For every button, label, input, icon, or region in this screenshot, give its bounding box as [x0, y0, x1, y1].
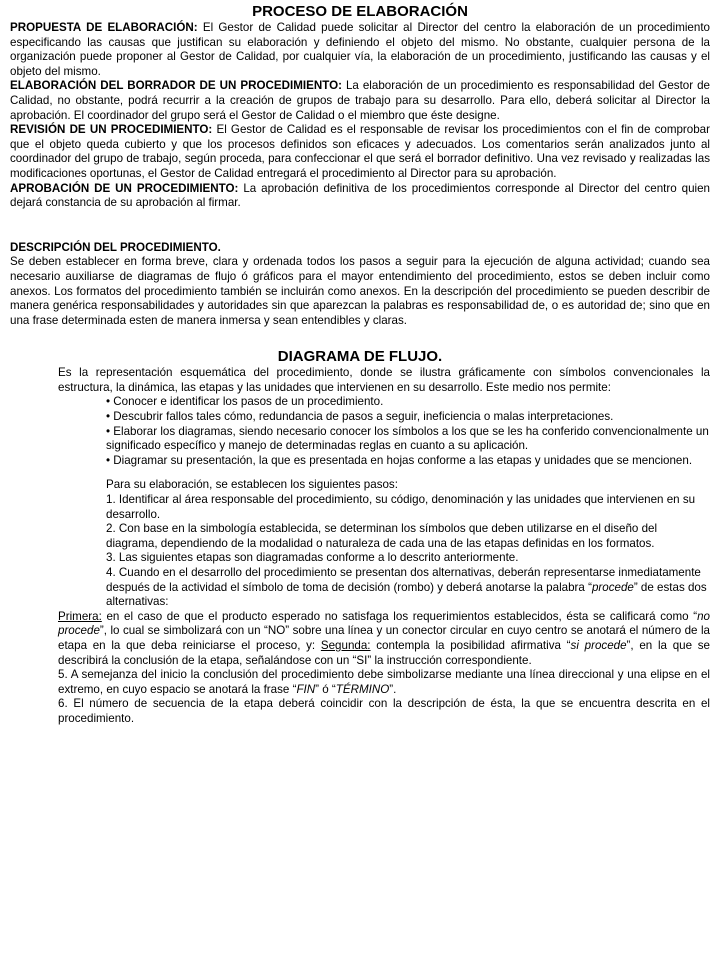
- text-propuesta: El Gestor de Calidad puede solicitar al Director del centro la elaboración de un procedimiento especificando las causas que justifican su elaboración y definiendo el objeto del mismo. No obstante, cualquier persona de la organización puede proponer al Gestor de Calidad, por cualquier vía, la elaboración de un procedimiento, justificando las causas y el objeto del mismo.: [10, 21, 710, 78]
- primera-label: Primera:: [58, 609, 102, 623]
- descripcion-heading: DESCRIPCIÓN DEL PROCEDIMIENTO.: [10, 240, 221, 254]
- list-item: • Descubrir fallos tales cómo, redundancia de pasos a seguir, ineficiencia o malas interpretaciones.: [106, 410, 614, 424]
- text-borrador: La elaboración de un procedimiento es responsabilidad del Gestor de Calidad, no obstante, podrá recurrir a la creación de grupos de trabajo para su desarrollo. Para ello, deberá solicitar al Director la aprobación. El coordinador del grupo será el Gestor de Calidad o el miembro que éste designe.: [10, 79, 710, 122]
- label-revision: REVISIÓN DE UN PROCEDIMIENTO:: [10, 123, 213, 137]
- step-item-6: 6. El número de secuencia de la etapa deberá coincidir con la descripción de ésta, la que se encuentra descrita en el procedimiento.: [58, 697, 710, 725]
- si-procede-term: si procede: [570, 638, 627, 652]
- paragraph-propuesta: [10, 21, 710, 79]
- text-aprobacion: La aprobación definitiva de los procedimientos corresponde al Director del centro quien dejará constancia de su aprobación al firmar.: [10, 181, 710, 210]
- section-title-diagrama: DIAGRAMA DE FLUJO.: [277, 348, 443, 366]
- steps-intro: Para su elaboración, se establecen los siguientes pasos:: [106, 478, 398, 492]
- list-item: • Conocer e identificar los pasos de un procedimiento.: [106, 395, 384, 409]
- steps-list: [10, 478, 710, 609]
- list-item: • Diagramar su presentación, la que es presentada en hojas conforme a las etapas y unidades que se mencionen.: [106, 453, 693, 467]
- paragraph-aprobacion: [10, 182, 710, 211]
- label-aprobacion: APROBACIÓN DE UN PROCEDIMIENTO:: [10, 181, 239, 195]
- paragraph-borrador: [10, 79, 710, 123]
- diagrama-intro: Es la representación esquemática del procedimiento, donde se ilustra gráficamente con símbolos convencionales la estructura, la dinámica, las etapas y las unidades que intervienen en su desarrollo. Este medio nos permite:: [58, 366, 710, 394]
- text-revision: El Gestor de Calidad es el responsable de revisar los procedimientos con el fin de comprobar que el objeto queda cubierto y que los procesos definidos son eficaces y adecuados. Los comentarios serán analizados junto al coordinador del grupo de trabajo, según proceda, para confeccionar el que será el borrador definitivo. Una vez revisado y realizadas las modificaciones oportunas, el Gestor de Calidad entregará el procedimiento al Director para su aprobación.: [10, 123, 710, 180]
- step-item: 1. Identificar al área responsable del procedimiento, su código, denominación y las unidades que intervienen en su desarrollo.: [106, 493, 696, 521]
- benefits-list: [10, 395, 710, 468]
- step-item: 3. Las siguientes etapas son diagramadas conforme a lo descrito anteriormente.: [106, 551, 519, 565]
- descripcion-text: Se deben establecer en forma breve, clara y ordenada todos los pasos a seguir para la ejecución de alguna actividad; cuando sea necesario auxiliarse de diagramas de flujo ó gráficos para el mayor entendimiento del procedimiento, estos se deben incluir como anexos. Los formatos del procedimiento también se incluirán como anexos. En la descripción del procedimiento se pueden describir de manera genérica responsabilidades y autoridades sin que aparezcan la palabras es responsabilidad de, o es autoridad de; sino que en una frase determinada esten de manera inmersa y sean entendibles y claras.: [10, 255, 710, 327]
- alternatives-paragraph: Primera: en el caso de que el producto esperado no satisfaga los requerimientos establecidos, ésta se calificará como “no procede”, lo cual se simbolizará con un “NO” sobre una línea y un conector circular en cuyo centro se anotará el número de la etapa en la que deba reiniciarse el proceso, y: Segunda: contempla la posibilidad afirmativa “si procede”, en la que se describirá la conclusión de la etapa, señalándose con un “SI” la instrucción correspondiente.: [58, 609, 711, 667]
- label-propuesta: PROPUESTA DE ELABORACIÓN:: [10, 21, 198, 34]
- segunda-label: Segunda:: [320, 638, 371, 652]
- list-item: • Elaborar los diagramas, siendo necesario conocer los símbolos a los que se les ha conferido convencionalmente un significado específico y manejo de determinadas reglas en cuanto a su aplicación.: [106, 424, 709, 453]
- paragraph-revision: [10, 123, 710, 181]
- step-item-4: 4. Cuando en el desarrollo del procedimiento se presentan dos alternativas, deberán representarse inmediatamente después de la actividad el símbolo de toma de decisión (rombo) y deberá anotarse la palabra “procede” de estas dos alternativas:: [106, 566, 707, 609]
- termino-term: TÉRMINO: [335, 682, 390, 696]
- section-title-proceso: PROCESO DE ELABORACIÓN: [252, 3, 468, 20]
- fin-term: FIN: [296, 682, 316, 696]
- no-procede-term: no procede: [58, 609, 710, 638]
- label-borrador: ELABORACIÓN DEL BORRADOR DE UN PROCEDIMIENTO:: [10, 79, 342, 93]
- procede-term: procede: [591, 580, 634, 594]
- step-item: 2. Con base en la simbología establecida, se determinan los símbolos que deben utilizarse en el diseño del diagrama, dependiendo de la modalidad o naturaleza de cada una de las etapas definidas en los formatos.: [106, 522, 658, 550]
- step-item-5: 5. A semejanza del inicio la conclusión del procedimiento debe simbolizarse mediante una línea direccional y una elipse en el extremo, en cuyo espacio se anotará la frase “FIN” ó “TÉRMINO”.: [58, 668, 710, 696]
